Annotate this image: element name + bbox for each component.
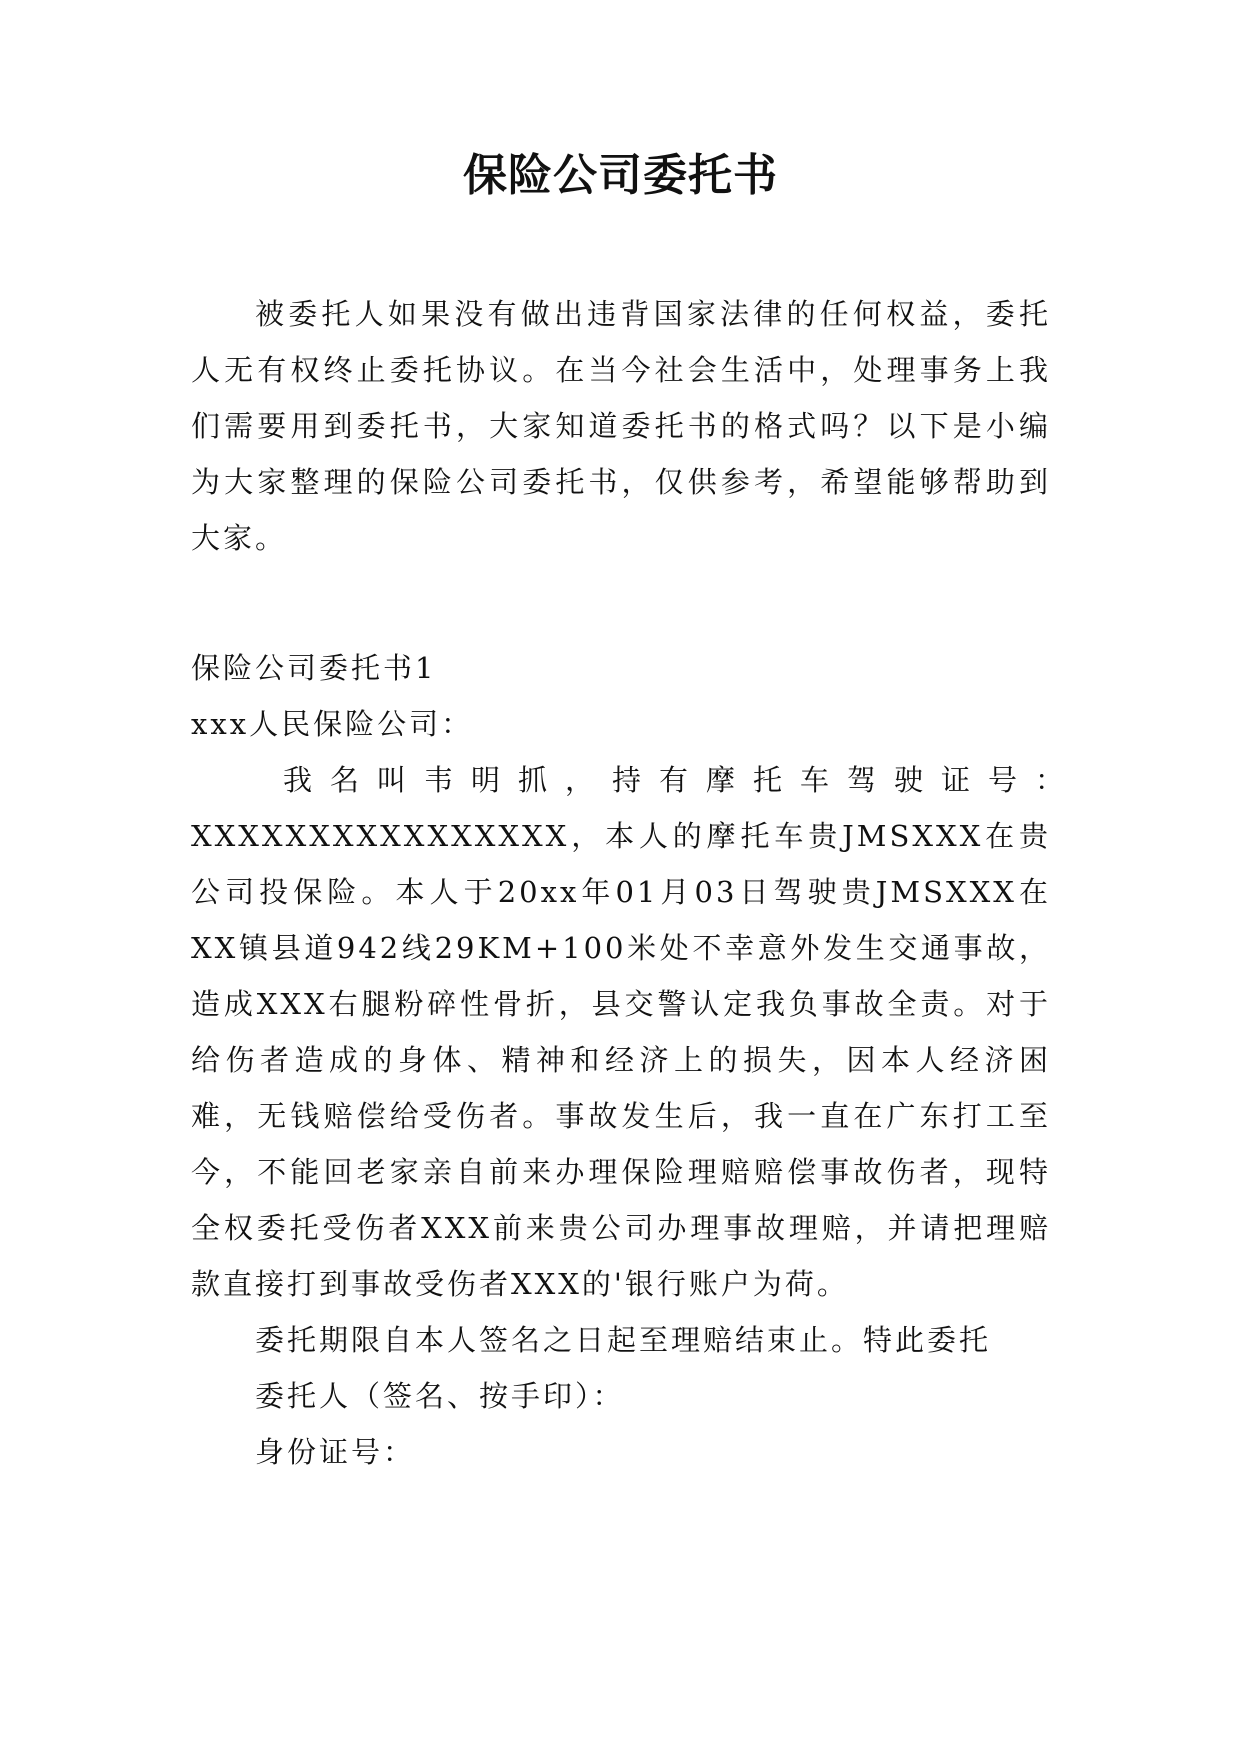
salutation: xxx人民保险公司：: [191, 707, 474, 741]
body-first-line: 我名叫韦明抓，持有摩托车驾驶证号：: [283, 763, 1083, 797]
id-number-label: 身份证号：: [255, 1435, 416, 1469]
document-title: 保险公司委托书: [463, 150, 778, 201]
document-body: [191, 286, 1083, 1480]
body-paragraph: XXXXXXXXXXXXXXXX，本人的摩托车贵JMSXXX在贵公司投保险。本人于20xx年01月03日驾驶贵JMSXXX在XX镇县道942线29KM+100米处不幸意外发生交通事故，造成XXX右腿粉碎性骨折，县交警认定我负事故全责。对于给伤者造成的身体、精神和经济上的损失，因本人经济困难，无钱赔偿给受伤者。事故发生后，我一直在广东打工至今，不能回老家亲自前来办理保险理赔赔偿事故伤者，现特全权委托受伤者XXX前来贵公司办理事故理赔，并请把理赔款直接打到事故受伤者XXX的'银行账户为荷。: [191, 819, 1051, 1301]
section-spacer: [191, 566, 1051, 640]
intro-paragraph: 被委托人如果没有做出违背国家法律的任何权益，委托人无有权终止委托协议。在当今社会生活中，处理事务上我们需要用到委托书，大家知道委托书的格式吗？以下是小编为大家整理的保险公司委托书，仅供参考，希望能够帮助到大家。: [191, 297, 1051, 555]
section-heading: 保险公司委托书1: [191, 651, 437, 685]
term-line: 委托期限自本人签名之日起至理赔结束止。特此委托: [255, 1323, 992, 1357]
principal-sign-label: 委托人（签名、按手印）：: [255, 1379, 625, 1413]
